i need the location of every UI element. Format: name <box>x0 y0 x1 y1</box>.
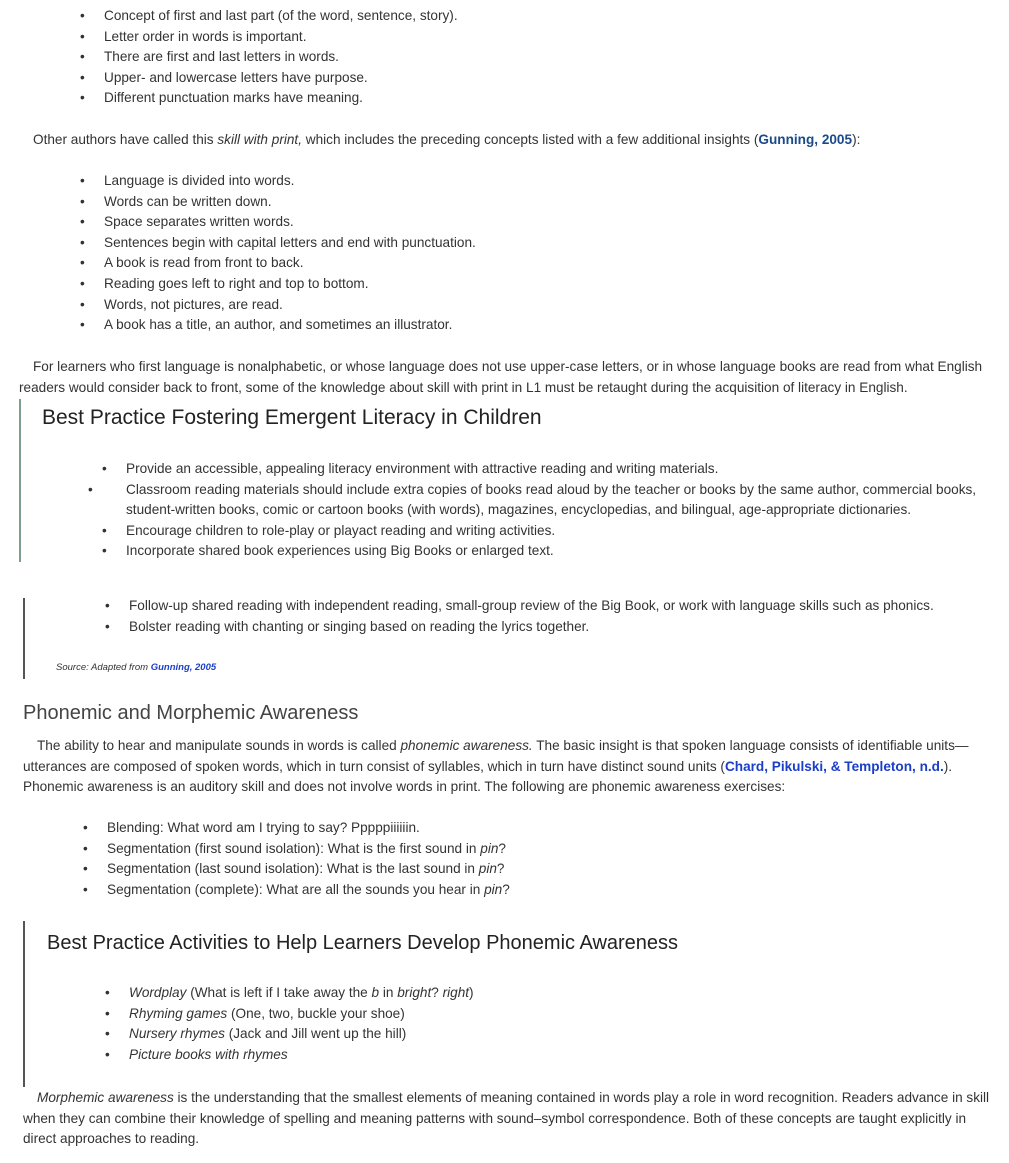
list-item: • Reading goes left to right and top to bottom. <box>104 274 984 295</box>
emergent-literacy-list <box>126 459 996 562</box>
concepts-list <box>104 6 984 109</box>
list-item: • Rhyming games (One, two, buckle your shoe) <box>129 1004 999 1025</box>
emphasis: Morphemic awareness <box>37 1090 174 1105</box>
skill-with-print-list <box>104 171 984 336</box>
emphasis: skill with print, <box>217 132 302 147</box>
list-item: • Language is divided into words. <box>104 171 984 192</box>
list-item: • Incorporate shared book experiences using Big Books or enlarged text. <box>126 541 996 562</box>
emergent-literacy-box-continued <box>23 598 1006 679</box>
list-item: • Different punctuation marks have meaning. <box>104 88 984 109</box>
list-item: • Encourage children to role-play or playact reading and writing activities. <box>126 521 996 542</box>
list-item: • A book has a title, an author, and sometimes an illustrator. <box>104 315 984 336</box>
list-item: • Concept of first and last part (of the word, sentence, story). <box>104 6 984 27</box>
emergent-literacy-list-continued <box>129 596 999 637</box>
source-link[interactable]: Gunning, 2005 <box>150 662 217 673</box>
list-item: • Segmentation (last sound isolation): What is the last sound in pin? <box>107 859 977 880</box>
list-item: • Bolster reading with chanting or singing based on reading the lyrics together. <box>129 617 999 638</box>
emergent-literacy-box <box>19 399 1006 562</box>
list-item: • Segmentation (first sound isolation): What is the first sound in pin? <box>107 839 977 860</box>
box-title: Best Practice Activities to Help Learners Develop Phonemic Awareness <box>47 932 679 954</box>
list-item: • Upper- and lowercase letters have purpose. <box>104 68 984 89</box>
list-item: • Nursery rhymes (Jack and Jill went up the hill) <box>129 1024 999 1045</box>
citation-link[interactable]: Gunning, 2005 <box>758 132 853 147</box>
emphasis: phonemic awareness. <box>400 738 533 753</box>
phonemic-activities-list <box>129 983 999 1065</box>
list-item: • Sentences begin with capital letters and end with punctuation. <box>104 233 984 254</box>
list-item: • Provide an accessible, appealing literacy environment with attractive reading and writing materials. <box>126 459 996 480</box>
list-item: • A book is read from front to back. <box>104 253 984 274</box>
box-title: Best Practice Fostering Emergent Literacy in Children <box>42 406 542 429</box>
list-item: • Space separates written words. <box>104 212 984 233</box>
list-item: • Classroom reading materials should include extra copies of books read aloud by the teacher or books by the same author, commercial books, student-written books, comic or cartoon books (with words), magazines, encyclopedias, and bilingual, age-appropriate dictionaries. <box>112 480 996 521</box>
citation-link[interactable]: Chard, Pikulski, & Templeton, n.d. <box>724 758 944 774</box>
list-item: • Words, not pictures, are read. <box>104 295 984 316</box>
morphemic-paragraph: Morphemic awareness is the understanding that the smallest elements of meaning contained in words play a role in word recognition. Readers advance in skill when they can combine their knowledge of spelling and meaning patterns with sound–symbol correspondence. Both of these concepts are taught explicitly in direct approaches to reading. <box>23 1090 990 1147</box>
skill-with-print-paragraph: Other authors have called this skill with print, which includes the preceding concepts listed with a few additional insights (Gunning, 2005): <box>33 132 861 147</box>
list-item: • Blending: What word am I trying to say? Pppppiiiiiin. <box>107 818 977 839</box>
source-note: Source: Adapted from Gunning, 2005 <box>56 662 217 673</box>
learners-paragraph: For learners who first language is nonalphabetic, or whose language does not use upper-case letters, or in whose language books are read from what English readers would consider back to front, some of the knowledge about skill with print in L1 must be retaught during the acquisition of literacy in English. <box>19 359 983 395</box>
phonemic-activities-box <box>23 921 1006 1087</box>
section-heading: Phonemic and Morphemic Awareness <box>23 702 359 724</box>
list-item: • Follow-up shared reading with independent reading, small-group review of the Big Book, or work with language skills such as phonics. <box>129 596 999 617</box>
exercises-list <box>107 818 977 900</box>
list-item: • Segmentation (complete): What are all the sounds you hear in pin? <box>107 880 977 901</box>
phonemic-paragraph: The ability to hear and manipulate sounds in words is called phonemic awareness. The basic insight is that spoken language consists of identifiable units—utterances are composed of spoken words, which in turn consist of syllables, which in turn have distinct sound units (Chard, Pikulski, & Templeton, n.d.). Phonemic awareness is an auditory skill and does not involve words in print. The following are phonemic awareness exercises: <box>23 738 969 795</box>
list-item: • Picture books with rhymes <box>129 1045 999 1066</box>
list-item: • Letter order in words is important. <box>104 27 984 48</box>
list-item: • Words can be written down. <box>104 192 984 213</box>
list-item: • There are first and last letters in words. <box>104 47 984 68</box>
list-item: • Wordplay (What is left if I take away the b in bright? right) <box>129 983 999 1004</box>
